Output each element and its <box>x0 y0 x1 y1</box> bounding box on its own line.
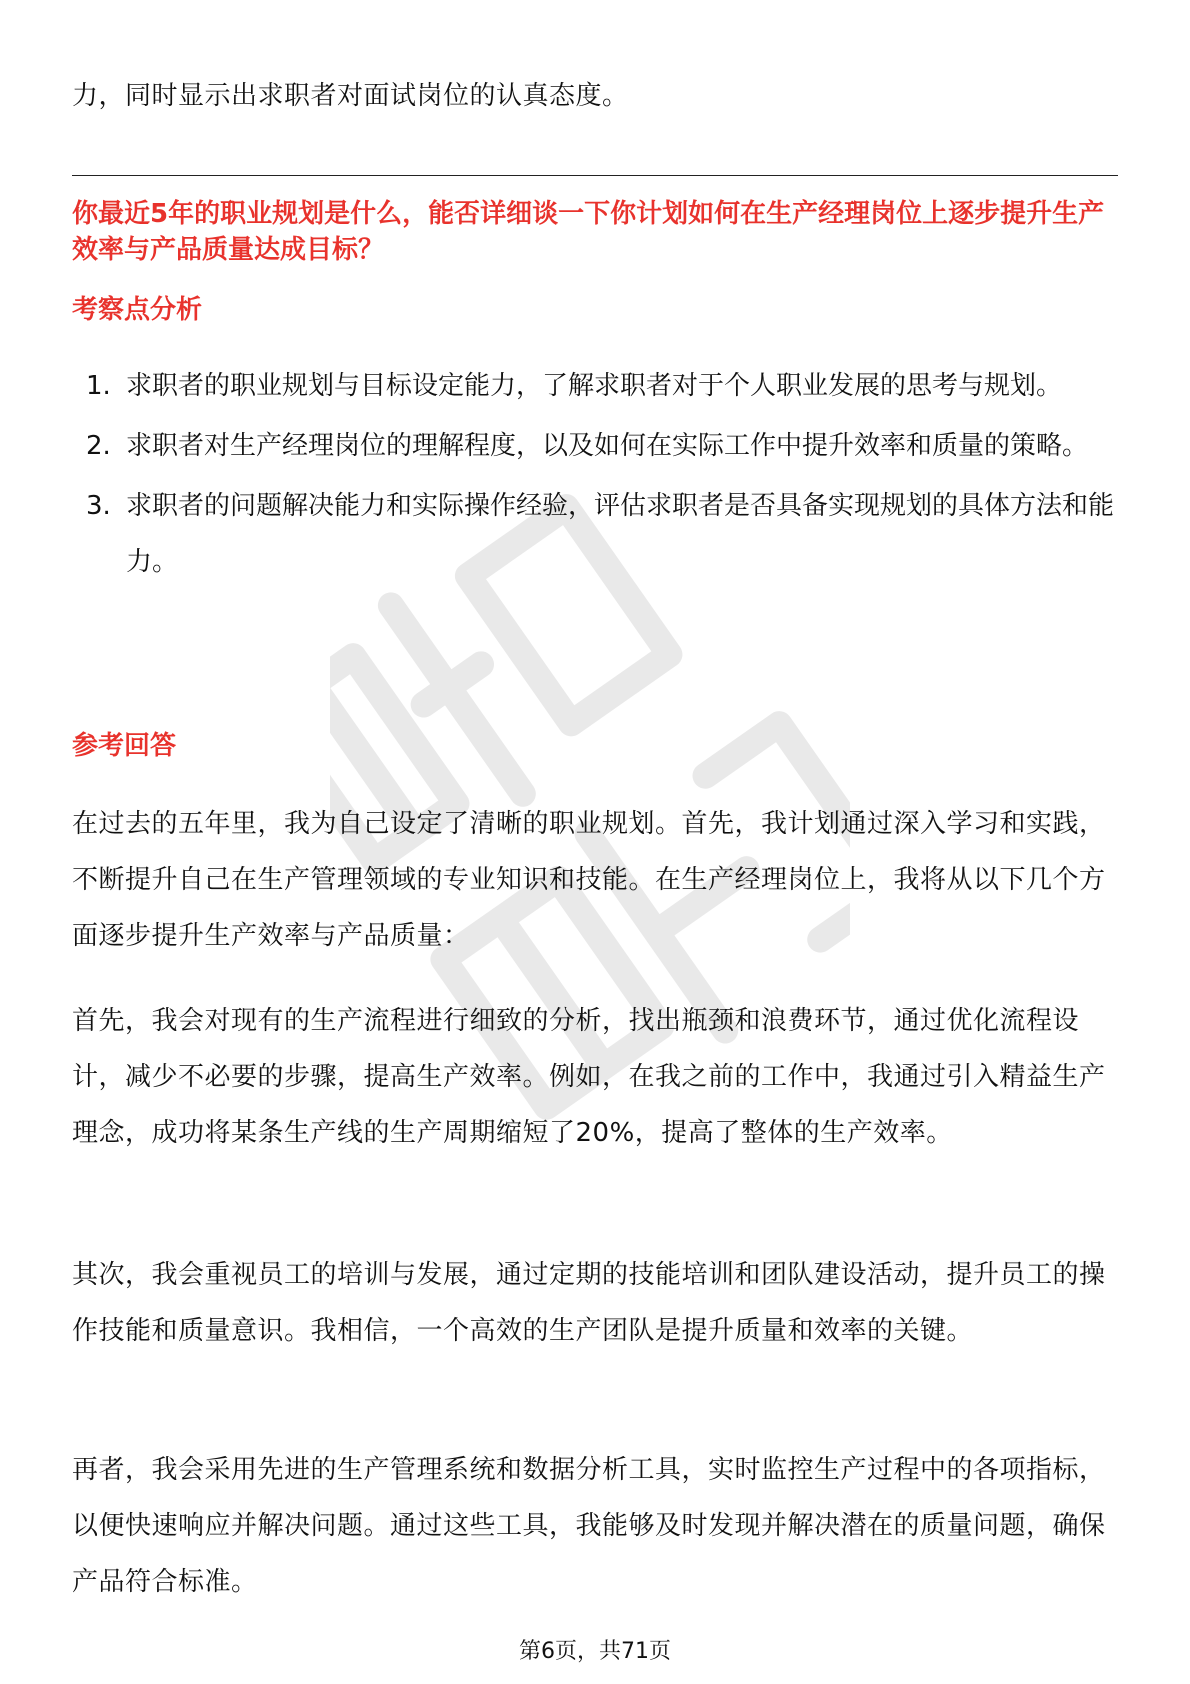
analysis-item <box>72 358 1118 414</box>
analysis-list <box>72 358 1118 594</box>
analysis-heading: 考察点分析 <box>72 295 203 325</box>
section-divider <box>72 175 1118 176</box>
list-number: 3. <box>86 491 111 521</box>
list-number: 1. <box>86 371 111 401</box>
list-number: 2. <box>86 431 111 461</box>
analysis-item <box>72 418 1118 474</box>
intro-text: 力，同时显示出求职者对面试岗位的认真态度。 <box>72 81 629 111</box>
answer-heading: 参考回答 <box>72 731 177 761</box>
answer-paragraph: 再者，我会采用先进的生产管理系统和数据分析工具，实时监控生产过程中的各项指标，以便快速响应并解决问题。通过这些工具，我能够及时发现并解决潜在的质量问题，确保产品符合标准。 <box>72 1455 1106 1597</box>
analysis-item-text: 求职者对生产经理岗位的理解程度，以及如何在实际工作中提升效率和质量的策略。 <box>126 431 1089 461</box>
analysis-item <box>72 478 1118 590</box>
page-footer: 第6页，共71页 <box>519 1639 671 1664</box>
question-heading: 你最近5年的职业规划是什么，能否详细谈一下你计划如何在生产经理岗位上逐步提升生产效率与产品质量达成目标？ <box>72 199 1105 265</box>
answer-paragraph: 首先，我会对现有的生产流程进行细致的分析，找出瓶颈和浪费环节，通过优化流程设计，减少不必要的步骤，提高生产效率。例如，在我之前的工作中，我通过引入精益生产理念，成功将某条生产线的生产周期缩短了20%，提高了整体的生产效率。 <box>72 1006 1106 1148</box>
answer-paragraph: 在过去的五年里，我为自己设定了清晰的职业规划。首先，我计划通过深入学习和实践，不断提升自己在生产管理领域的专业知识和技能。在生产经理岗位上，我将从以下几个方面逐步提升生产效率与产品质量： <box>72 809 1106 951</box>
analysis-item-text: 求职者的问题解决能力和实际操作经验，评估求职者是否具备实现规划的具体方法和能力。 <box>126 491 1115 577</box>
analysis-item-text: 求职者的职业规划与目标设定能力，了解求职者对于个人职业发展的思考与规划。 <box>126 371 1063 401</box>
answer-paragraph: 其次，我会重视员工的培训与发展，通过定期的技能培训和团队建设活动，提升员工的操作技能和质量意识。我相信，一个高效的生产团队是提升质量和效率的关键。 <box>72 1260 1106 1346</box>
